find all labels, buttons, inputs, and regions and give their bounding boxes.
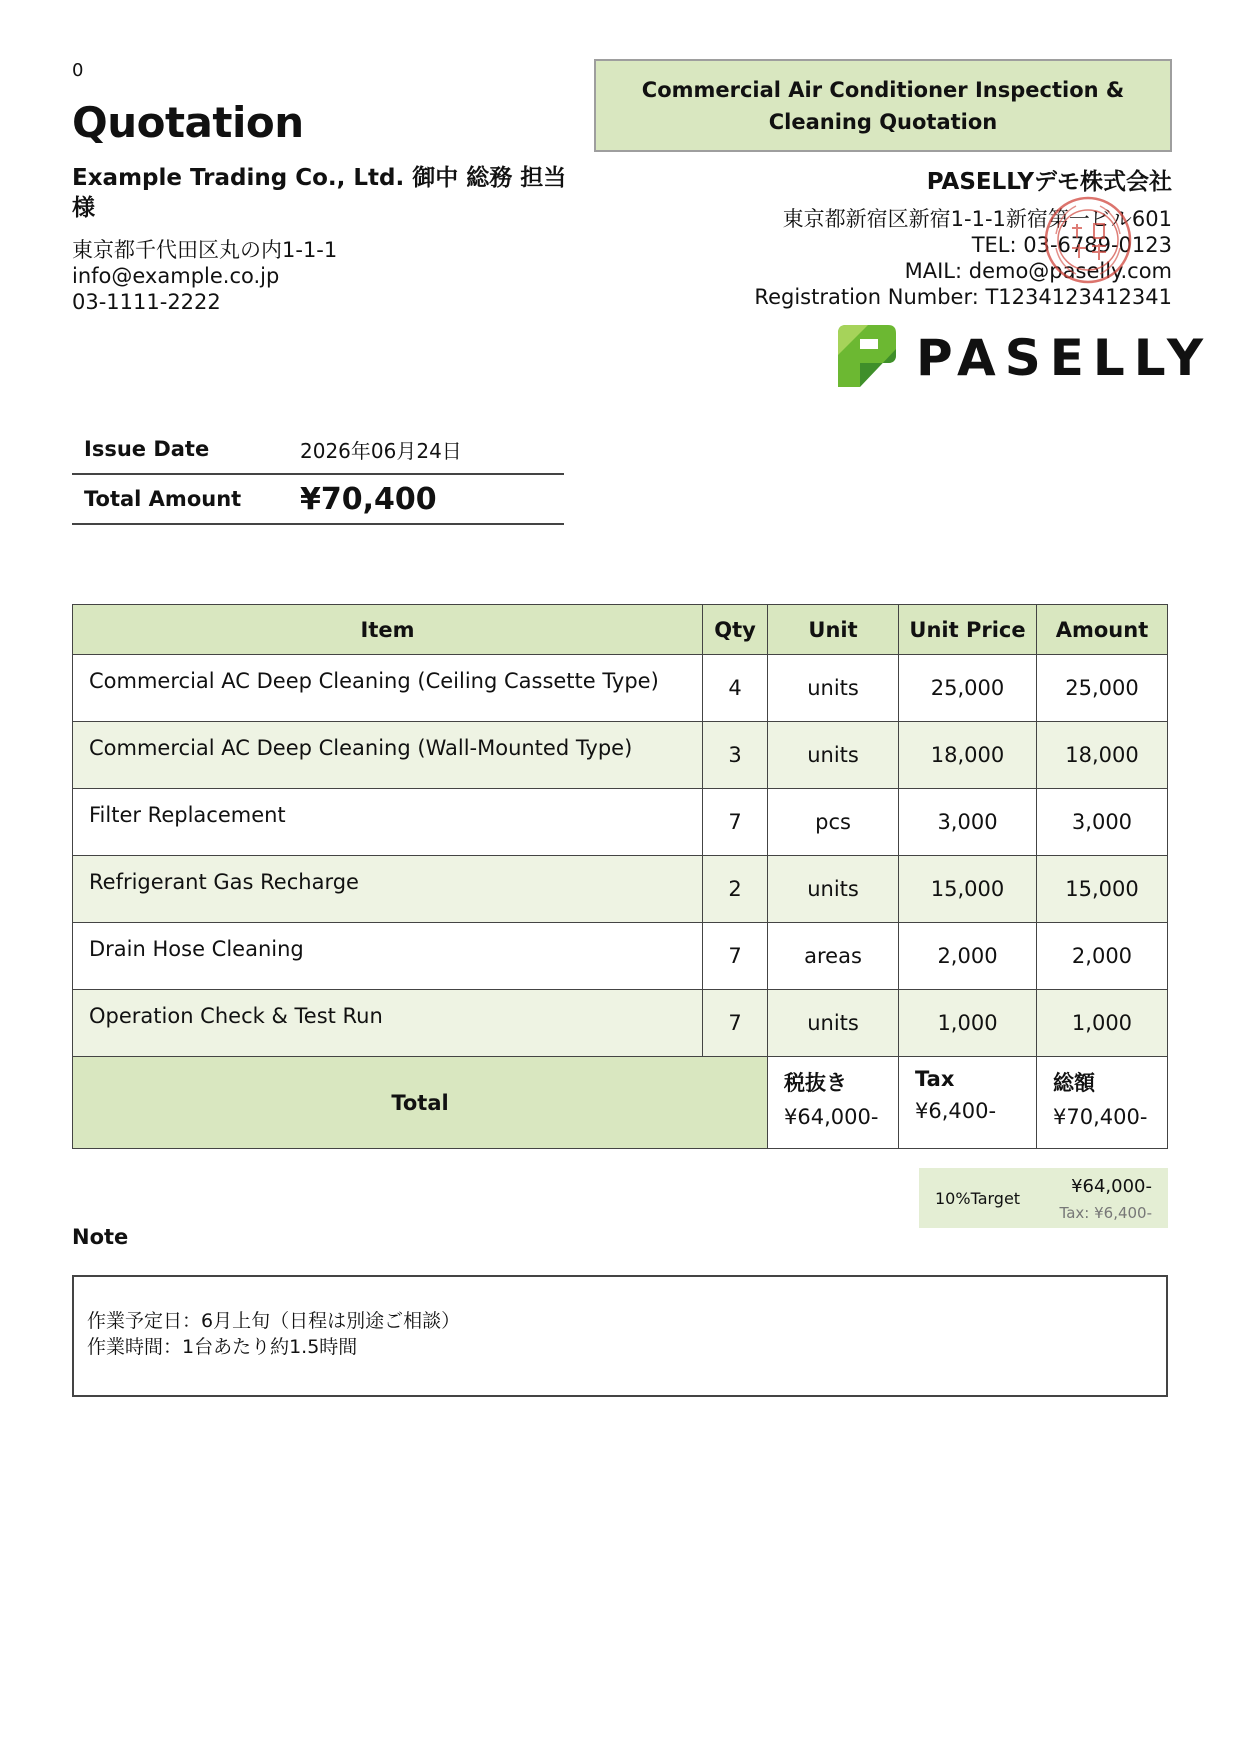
company-name: PASELLYデモ株式会社 [926,169,1172,195]
note-box [72,1275,1168,1397]
total-amount-row [72,475,564,525]
table-row [73,722,1168,789]
table-row [73,923,1168,990]
header-amount: Amount [1036,605,1167,655]
row-unit-price: 3,000 [899,789,1037,856]
tax-breakdown-tax: Tax: ¥6,400- [1059,1204,1152,1222]
row-unit: units [768,722,899,789]
row-unit: units [768,655,899,722]
tax-cell [899,1057,1037,1149]
row-unit-price: 18,000 [899,722,1037,789]
company-address: 東京都新宿区新宿1-1-1新宿第一ビル601 [782,207,1172,231]
row-qty: 4 [703,655,768,722]
row-item: Commercial AC Deep Cleaning (Wall-Mounted Type) [73,722,703,789]
company-tel: TEL: 03-6789-0123 [971,233,1172,257]
note-line: 作業時間：1台あたり約1.5時間 [87,1336,358,1358]
page-number: 0 [72,60,84,81]
row-unit-price: 2,000 [899,923,1037,990]
subtotal-label: 税抜き [784,1071,848,1095]
paselly-logo-text: PASELLY [916,329,1213,387]
paselly-logo-icon [838,325,896,387]
company-mail: MAIL: demo@paselly.com [904,259,1172,283]
table-row [73,655,1168,722]
row-amount: 25,000 [1036,655,1167,722]
table-row [73,789,1168,856]
company-registration: Registration Number: T1234123412341 [754,285,1172,309]
row-qty: 3 [703,722,768,789]
paselly-logo [838,325,1213,391]
tax-label: Tax [915,1067,955,1091]
row-unit-price: 15,000 [899,856,1037,923]
totals-row [73,1057,1168,1149]
row-amount: 2,000 [1036,923,1167,990]
row-unit: pcs [768,789,899,856]
row-unit-price: 1,000 [899,990,1037,1057]
issue-date-value: 2026年06月24日 [300,438,462,463]
document-title: Quotation [72,98,304,147]
row-item: Refrigerant Gas Recharge [73,856,703,923]
items-table [72,604,1168,1149]
issue-date-label: Issue Date [84,437,210,461]
row-amount: 15,000 [1036,856,1167,923]
items-header-row [73,605,1168,655]
row-item: Commercial AC Deep Cleaning (Ceiling Cassette Type) [73,655,703,722]
row-amount: 18,000 [1036,722,1167,789]
row-item: Operation Check & Test Run [73,990,703,1057]
table-row [73,856,1168,923]
grand-total-cell [1036,1057,1167,1149]
grand-total-label: 総額 [1052,1071,1095,1095]
tax-breakdown-box [919,1168,1168,1228]
row-amount: 3,000 [1036,789,1167,856]
header-unit-price: Unit Price [899,605,1037,655]
summary-table [72,425,564,525]
row-qty: 7 [703,789,768,856]
issue-date-row [72,425,564,475]
customer-address: 東京都千代田区丸の内1-1-1 [72,238,338,262]
header-qty: Qty [703,605,768,655]
grand-total-value: ¥70,400- [1052,1105,1148,1129]
subtotal-cell [768,1057,899,1149]
subtotal-value: ¥64,000- [784,1105,879,1129]
row-qty: 7 [703,990,768,1057]
total-amount-label: Total Amount [84,487,242,511]
row-unit: units [768,990,899,1057]
row-amount: 1,000 [1036,990,1167,1057]
table-row [73,990,1168,1057]
customer-phone: 03-1111-2222 [72,290,221,314]
subject-text: Commercial Air Conditioner Inspection & Cleaning Quotation [641,77,1125,134]
header-item: Item [73,605,703,655]
row-unit: areas [768,923,899,990]
row-qty: 2 [703,856,768,923]
note-line: 作業予定日：6月上旬（日程は別途ご相談） [87,1310,461,1332]
customer-info [72,237,337,315]
note-title: Note [72,1225,129,1249]
tax-value: ¥6,400- [915,1099,997,1123]
subject-box [594,59,1172,152]
company-seal-stamp [1042,194,1134,286]
row-item: Filter Replacement [73,789,703,856]
customer-email: info@example.co.jp [72,264,280,288]
row-unit: units [768,856,899,923]
customer-name: Example Trading Co., Ltd. 御中 総務 担当 様 [72,165,567,221]
total-label: Total [73,1057,768,1149]
total-amount-value: ¥70,400 [300,481,437,517]
row-unit-price: 25,000 [899,655,1037,722]
row-qty: 7 [703,923,768,990]
header-unit: Unit [768,605,899,655]
row-item: Drain Hose Cleaning [73,923,703,990]
tax-breakdown-label: 10%Target [935,1189,1021,1208]
tax-breakdown-amount: ¥64,000- [1071,1176,1152,1197]
